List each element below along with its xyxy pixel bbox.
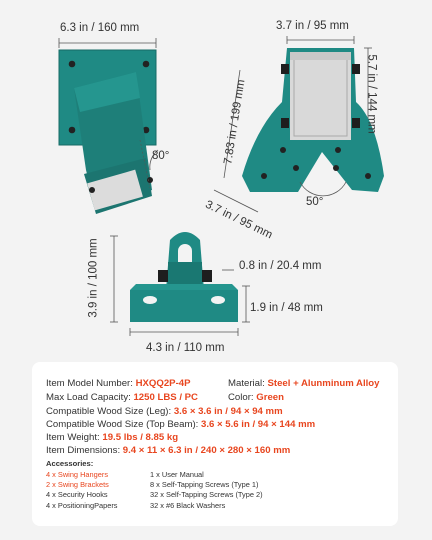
accessory-item: 2 x Swing Brackets: [46, 480, 109, 490]
accessory-item: 4 x Security Hooks: [46, 490, 108, 500]
accessory-item: 4 x PositioningPapers: [46, 500, 118, 510]
dim-bracket-diagonal: 7.83 in / 199 mm: [222, 78, 248, 166]
accessory-item: 32 x Self-Tapping Screws (Type 2): [150, 490, 263, 500]
dim-beam-width: 3.7 in / 95 mm: [276, 20, 349, 32]
dim-beam-height: 5.7 in / 144 mm: [365, 54, 378, 134]
spec-wood-beam: Compatible Wood Size (Top Beam): 3.6 × 5.6 in / 94 × 144 mm: [46, 419, 316, 430]
spec-model: Item Model Number: HXQQ2P-4P: [46, 378, 191, 389]
dim-hanger-thickness: 0.8 in / 20.4 mm: [239, 260, 322, 272]
dim-leg-width: 6.3 in / 160 mm: [60, 22, 140, 34]
swing-hanger-illustration: [110, 232, 250, 336]
spec-weight: Item Weight: 19.5 lbs / 8.85 kg: [46, 432, 179, 443]
accessory-item: 1 x User Manual: [150, 470, 204, 479]
dim-bracket-leg: 3.7 in / 95 mm: [203, 198, 275, 242]
accessories-col2: [150, 470, 263, 511]
spec-material: Material: Steel + Alunminum Alloy: [228, 378, 380, 389]
accessories-col1: [46, 470, 118, 511]
dim-hanger-height: 3.9 in / 100 mm: [87, 238, 100, 318]
accessory-item: 8 x Self-Tapping Screws (Type 1): [150, 480, 259, 490]
dim-hanger-base-height: 1.9 in / 48 mm: [250, 302, 323, 314]
spec-color: Color: Green: [228, 392, 284, 403]
dim-angle-50: 50°: [306, 196, 324, 208]
dim-angle-80: 80°: [152, 150, 170, 162]
dim-hanger-width: 4.3 in / 110 mm: [146, 342, 225, 354]
accessory-item: 4 x Swing Hangers: [46, 470, 109, 479]
spec-dimensions: Item Dimensions: 9.4 × 11 × 6.3 in / 240 × 280 × 160 mm: [46, 445, 291, 456]
accessory-item: 32 x #6 Black Washers: [150, 500, 226, 510]
spec-wood-leg: Compatible Wood Size (Leg): 3.6 × 3.6 in / 94 × 94 mm: [46, 406, 283, 417]
spec-load: Max Load Capacity: 1250 LBS / PC: [46, 392, 198, 403]
accessories-title: Accessories:: [46, 459, 94, 468]
leg-bracket-illustration: [59, 38, 158, 214]
spec-card: [32, 362, 398, 526]
